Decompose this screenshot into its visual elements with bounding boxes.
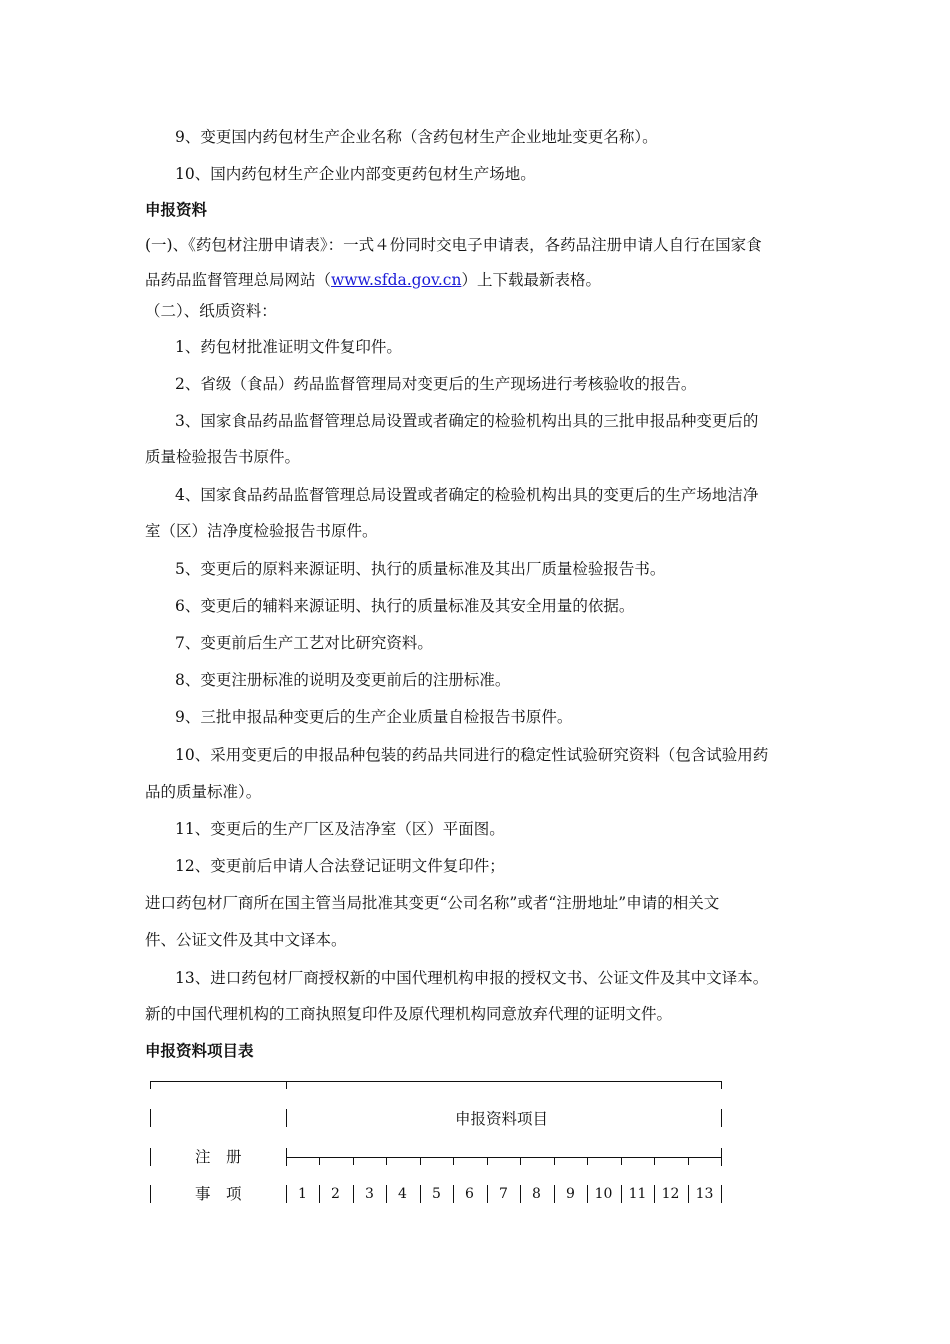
item-number-cell: 5 [432,1186,441,1202]
number-cell-divider [319,1185,320,1203]
table-sub-divider [286,1157,722,1158]
number-cell-divider [621,1185,622,1203]
material-item-7: 7、变更前后生产工艺对比研究资料。 [175,634,433,652]
table-left-bar-2 [150,1148,151,1166]
table-left-bar-1 [150,1109,151,1127]
item-number-cell: 7 [499,1186,508,1202]
table-right-bar-1 [721,1109,722,1127]
material-item-3-line-1: 3、国家食品药品监督管理总局设置或者确定的检验机构出具的三批申报品种变更后的 [175,412,759,430]
paragraph-item-10: 10、国内药包材生产企业内部变更药包材生产场地。 [175,165,536,183]
number-cell-divider [520,1185,521,1203]
number-cell-divider [688,1185,689,1203]
sub-divider-tick [554,1157,555,1165]
sub-divider-tick [654,1157,655,1165]
part-one-text-post: ）上下载最新表格。 [461,271,601,289]
table-corner-left [150,1081,151,1089]
part-one-text-pre: 品药品监督管理总局网站（ [145,271,332,289]
material-item-8: 8、变更注册标准的说明及变更前后的注册标准。 [175,671,511,689]
item-number-cell: 2 [331,1186,340,1202]
item-number-cell: 13 [695,1186,714,1202]
section-heading-table: 申报资料项目表 [145,1042,254,1060]
material-item-13-line-2: 新的中国代理机构的工商执照复印件及原代理机构同意放弃代理的证明文件。 [145,1005,673,1023]
sub-divider-tick [688,1157,689,1165]
material-item-13-line-1: 13、进口药包材厂商授权新的中国代理机构申报的授权文书、公证文件及其中文译本。 [175,969,769,987]
material-item-4-line-1: 4、国家食品药品监督管理总局设置或者确定的检验机构出具的变更后的生产场地洁净 [175,486,759,504]
item-number-cell: 12 [661,1186,680,1202]
number-cell-divider [487,1185,488,1203]
material-item-10-line-1: 10、采用变更后的申报品种包装的药品共同进行的稳定性试验研究资料（包含试验用药 [175,746,769,764]
number-cell-divider [453,1185,454,1203]
table-top-border [150,1081,722,1082]
sub-divider-tick [386,1157,387,1165]
table-mid-bar-1 [286,1109,287,1127]
material-item-3-line-2: 质量检验报告书原件。 [145,448,301,466]
material-item-12: 12、变更前后申请人合法登记证明文件复印件； [175,857,505,875]
material-item-5: 5、变更后的原料来源证明、执行的质量标准及其出厂质量检验报告书。 [175,560,666,578]
material-item-4-line-2: 室（区）洁净度检验报告书原件。 [145,522,378,540]
import-note-line-1: 进口药包材厂商所在国主管当局批准其变更“公司名称”或者“注册地址”申请的相关文 [145,894,720,912]
part-one-line-1: (一)、《药包材注册申请表》：一式４份同时交电子申请表，各药品注册申请人自行在国家食 [145,236,762,254]
item-number-cell: 9 [566,1186,575,1202]
table-left-bar-3 [150,1185,151,1203]
import-note-line-2: 件、公证文件及其中文译本。 [145,931,347,949]
table-right-bar-2 [721,1148,722,1166]
sub-divider-tick [453,1157,454,1165]
material-item-2: 2、省级（食品）药品监督管理局对变更后的生产现场进行考核验收的报告。 [175,375,697,393]
part-one-line-2 [145,269,810,291]
part-two-heading: （二）、纸质资料： [145,302,277,320]
item-number-cell: 10 [594,1186,613,1202]
sub-divider-tick [487,1157,488,1165]
number-cell-divider [353,1185,354,1203]
number-cell-divider [386,1185,387,1203]
number-cell-divider [286,1185,287,1203]
item-number-cell: 8 [532,1186,541,1202]
section-heading-materials: 申报资料 [145,201,208,219]
material-item-1: 1、药包材批准证明文件复印件。 [175,338,402,356]
table-corner-right [721,1081,722,1089]
sfda-website-link[interactable]: www.sfda.gov.cn [331,271,462,289]
item-number-cell: 1 [298,1186,307,1202]
number-cell-divider [420,1185,421,1203]
item-number-cell: 4 [398,1186,407,1202]
sub-divider-tick [420,1157,421,1165]
header-items-label: 申报资料项目 [455,1110,549,1128]
sub-divider-tick [353,1157,354,1165]
paragraph-item-9: 9、变更国内药包材生产企业名称（含药包材生产企业地址变更名称）。 [175,128,658,146]
number-cell-divider [721,1185,722,1203]
sub-divider-tick [587,1157,588,1165]
item-number-cell: 11 [628,1186,647,1202]
sub-divider-tick [520,1157,521,1165]
material-item-6: 6、变更后的辅料来源证明、执行的质量标准及其安全用量的依据。 [175,597,635,615]
table-top-tick [286,1081,287,1089]
item-number-cell: 6 [465,1186,474,1202]
number-cell-divider [587,1185,588,1203]
material-item-10-line-2: 品的质量标准）。 [145,783,262,801]
sub-divider-tick [621,1157,622,1165]
sub-divider-tick [319,1157,320,1165]
number-cell-divider [654,1185,655,1203]
registration-label-2: 事 项 [195,1185,242,1203]
materials-item-table [150,1076,725,1206]
item-number-cell: 3 [365,1186,374,1202]
material-item-9: 9、三批申报品种变更后的生产企业质量自检报告书原件。 [175,708,573,726]
material-item-11: 11、变更后的生产厂区及洁净室（区）平面图。 [175,820,505,838]
number-cell-divider [554,1185,555,1203]
registration-label-1: 注 册 [195,1148,242,1166]
